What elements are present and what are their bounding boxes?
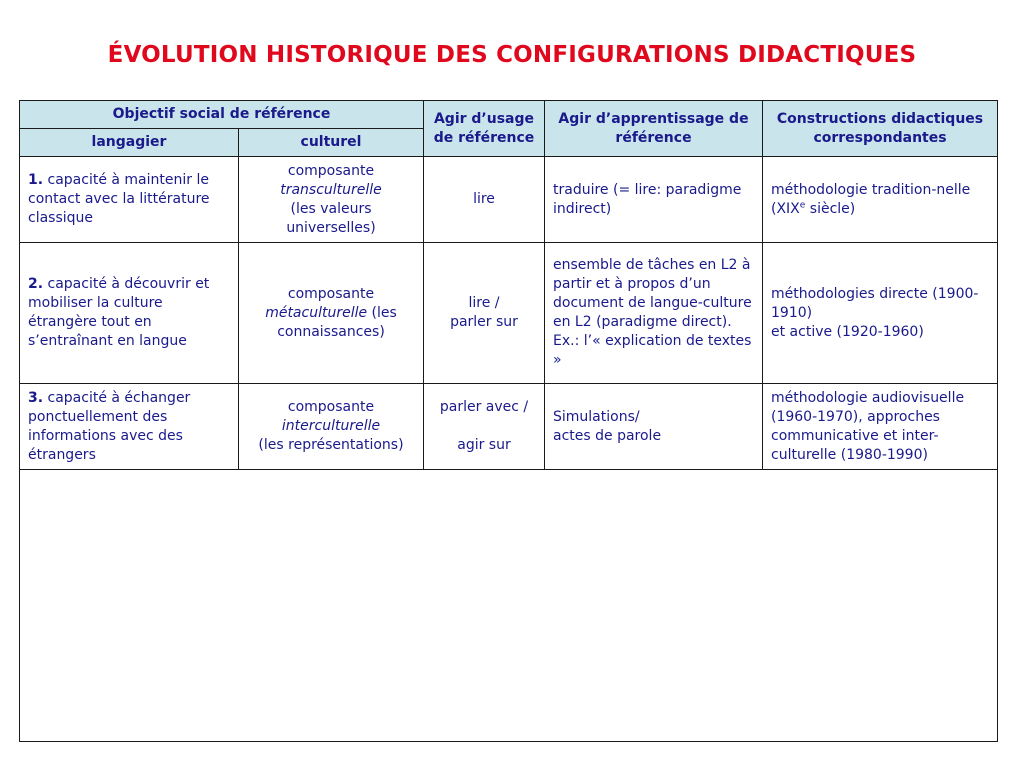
culturel-suffix: (les valeurs universelles) — [286, 200, 376, 236]
header-agir-usage: Agir d’usage de référence — [424, 101, 545, 157]
usage-text: lire / — [468, 295, 500, 311]
cell-langagier — [20, 384, 239, 470]
constructions-text: méthodologie audiovisuelle (1960-1970), approches communicative et inter-culturelle (1980-1990) — [771, 389, 965, 463]
row-number: 2. — [28, 276, 44, 292]
row-number: 1. — [28, 172, 44, 188]
cell-constructions — [763, 157, 998, 243]
culturel-suffix: (les représentations) — [258, 437, 404, 453]
apprentissage-text-2: actes de parole — [553, 427, 662, 444]
table-row — [20, 157, 998, 243]
cell-culturel — [239, 384, 424, 470]
usage-text-2: parler sur — [450, 314, 518, 330]
usage-text: parler avec / — [439, 399, 529, 415]
langagier-text: capacité à découvrir et mobiliser la culture étrangère tout en s’entraînant en langue — [28, 276, 210, 349]
culturel-italic: métaculturelle — [265, 304, 368, 321]
cell-langagier — [20, 157, 239, 243]
apprentissage-text: ensemble de tâches en L2 à partir et à propos d’un document de langue-culture en L2 (paradigme direct). Ex.: l’« explication de textes » — [553, 257, 752, 368]
row-number: 3. — [28, 389, 44, 406]
header-langagier: langagier — [20, 129, 239, 157]
header-agir-apprentissage: Agir d’apprentissage de référence — [545, 101, 763, 157]
culturel-suffix: (les connaissances) — [277, 304, 397, 340]
culturel-prefix: composante — [287, 399, 375, 415]
cell-culturel — [239, 157, 424, 243]
cell-constructions — [763, 384, 998, 470]
usage-text: lire — [473, 191, 495, 207]
cell-agir-apprentissage — [545, 384, 763, 470]
empty-cell — [20, 470, 998, 742]
culturel-italic: transculturelle — [280, 181, 382, 198]
constructions-text-end: siècle) — [805, 200, 856, 217]
cell-langagier — [20, 243, 239, 384]
apprentissage-text: Simulations/ — [553, 408, 640, 425]
cell-constructions — [763, 243, 998, 384]
superscript: e — [799, 199, 806, 210]
culturel-prefix: composante — [287, 162, 375, 179]
constructions-text-2: et active (1920-1960) — [771, 323, 924, 340]
didactic-configurations-table — [19, 100, 998, 742]
constructions-text: méthodologie tradition-nelle (XIX — [771, 181, 971, 217]
langagier-text: capacité à maintenir le contact avec la littérature classique — [28, 172, 210, 226]
header-culturel: culturel — [239, 129, 424, 157]
cell-agir-apprentissage — [545, 243, 763, 384]
apprentissage-text: traduire (= lire: paradigme indirect) — [553, 181, 742, 217]
table-row-empty — [20, 470, 998, 742]
header-objectif: Objectif social de référence — [20, 101, 424, 129]
cell-agir-usage — [424, 157, 545, 243]
usage-text-2: agir sur — [457, 437, 511, 453]
table-row — [20, 243, 998, 384]
culturel-italic: interculturelle — [281, 418, 381, 434]
constructions-text: méthodologies directe (1900-1910) — [771, 285, 979, 321]
cell-agir-usage — [424, 243, 545, 384]
cell-culturel — [239, 243, 424, 384]
culturel-prefix: composante — [287, 285, 375, 302]
header-row-1 — [20, 101, 998, 129]
cell-agir-apprentissage — [545, 157, 763, 243]
table-row — [20, 384, 998, 470]
cell-agir-usage — [424, 384, 545, 470]
header-constructions: Constructions didactiques correspondantes — [763, 101, 998, 157]
langagier-text: capacité à échanger ponctuellement des informations avec des étrangers — [28, 389, 191, 463]
page-title: ÉVOLUTION HISTORIQUE DES CONFIGURATIONS DIDACTIQUES — [107, 42, 917, 68]
